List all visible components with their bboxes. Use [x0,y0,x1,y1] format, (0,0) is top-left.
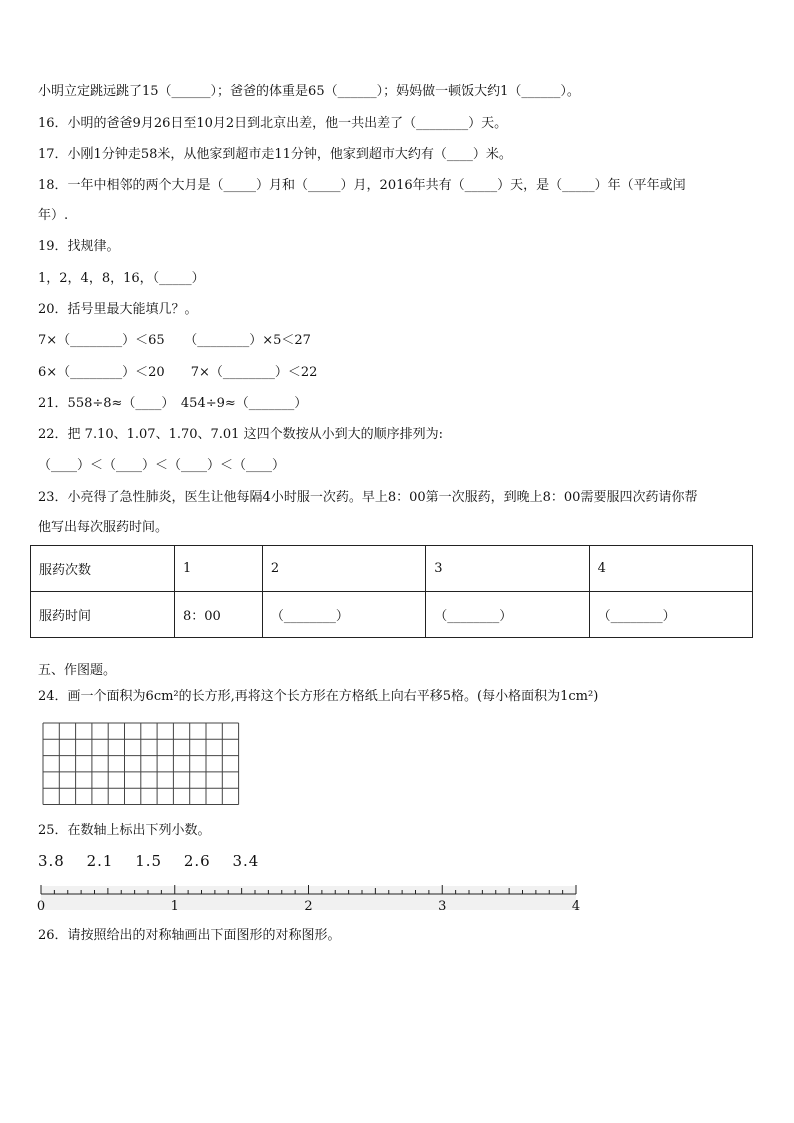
tick-label: 4 [571,899,581,912]
question-18-text: 18．一年中相邻的两个大月是（_____）月和（_____）月，2016年共有（_____）天，是（_____）年（平年或闰 [38,178,686,193]
question-26-text: 26．请按照给出的对称轴画出下面图形的对称图形。 [38,928,341,943]
question-20-title: 20．括号里最大能填几？。 [38,302,198,317]
question-15-text: 小明立定跳远跳了15（______）；爸爸的体重是65（______）；妈妈做一顿饭大约1（______）。 [38,84,580,99]
question-22-text: 22．把 7.10、1.07、1.70、7.01 这四个数按从小到大的顺序排列为: [38,427,443,442]
table-cell: 3 [426,546,589,592]
question-18-continued: 年）. [38,208,69,223]
question-22-answer-row: （____）＜（____）＜（____）＜（____） [38,458,286,473]
tick-label: 2 [304,899,313,912]
decimals-to-mark: 3.8 2.1 1.5 2.6 3.4 [38,852,260,870]
number-line[interactable] [36,880,582,912]
section-5-heading: 五、作图题。 [38,663,117,678]
table-cell: 8：00 [175,592,263,638]
question-23-continued: 他写出每次服药时间。 [38,520,169,535]
tick-label: 0 [36,899,46,912]
table-cell: 服药时间 [31,592,175,638]
medication-table [30,545,753,638]
question-20-row-b: 6×（________）＜20 7×（________）＜22 [38,365,318,380]
question-25-text: 25．在数轴上标出下列小数。 [38,823,211,838]
question-17-text: 17．小刚1分钟走58米，从他家到超市走11分钟，他家到超市大约有（____）米。 [38,147,512,162]
answer-blank[interactable]: （________） [262,592,425,638]
table-row [31,546,753,592]
question-19-title: 19．找规律。 [38,239,120,254]
grid-paper[interactable] [42,722,240,806]
table-row [31,592,753,638]
table-cell: 服药次数 [31,546,175,592]
tick-label: 3 [438,899,447,912]
question-20-row-a: 7×（________）＜65 （________）×5＜27 [38,333,311,348]
table-cell: 4 [589,546,752,592]
question-21-text: 21．558÷8≈（____） 454÷9≈（_______） [38,396,308,411]
question-16-text: 16．小明的爸爸9月26日至10月2日到北京出差，他一共出差了（________）天。 [38,116,508,131]
table-cell: 1 [175,546,263,592]
question-24-text: 24．画一个面积为6cm²的长方形,再将这个长方形在方格纸上向右平移5格。(每小格面积为1cm²) [38,689,599,704]
answer-blank[interactable]: （________） [426,592,589,638]
answer-blank[interactable]: （________） [589,592,752,638]
table-cell: 2 [262,546,425,592]
tick-label: 1 [170,899,179,912]
question-23-text: 23．小亮得了急性肺炎，医生让他每隔4小时服一次药。早上8：00第一次服药，到晚上8：00需要服四次药请你帮 [38,490,698,505]
question-19-sequence: 1，2，4，8，16，（_____） [38,271,205,286]
